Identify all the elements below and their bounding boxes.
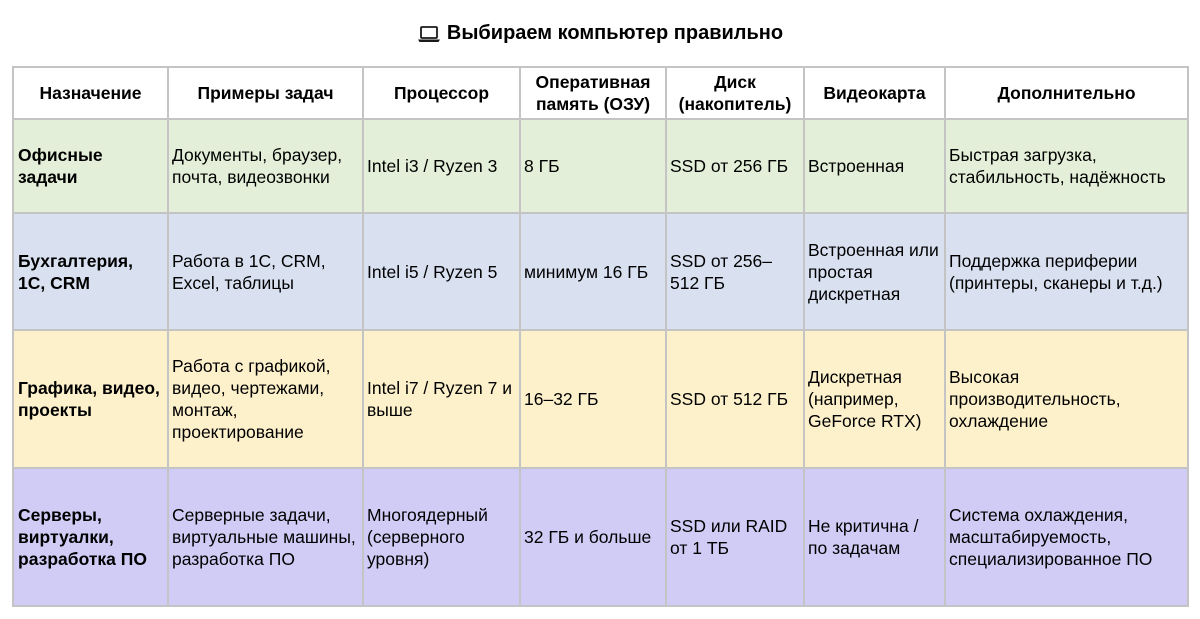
cell-disk: SSD от 256–512 ГБ bbox=[666, 213, 804, 330]
cell-extra: Поддержка периферии (принтеры, сканеры и т.д.) bbox=[945, 213, 1188, 330]
header-purpose: Назначение bbox=[13, 67, 168, 119]
cell-examples: Работа в 1С, CRM, Excel, таблицы bbox=[168, 213, 363, 330]
cell-purpose: Офисные задачи bbox=[13, 119, 168, 213]
table-row-graphics bbox=[13, 330, 1188, 468]
cell-gpu: Встроенная bbox=[804, 119, 945, 213]
cell-cpu: Intel i5 / Ryzen 5 bbox=[363, 213, 520, 330]
laptop-icon bbox=[417, 25, 441, 43]
cell-examples: Документы, браузер, почта, видеозвонки bbox=[168, 119, 363, 213]
cell-gpu: Не критична / по задачам bbox=[804, 468, 945, 606]
cell-cpu: Intel i3 / Ryzen 3 bbox=[363, 119, 520, 213]
cell-ram: 32 ГБ и больше bbox=[520, 468, 666, 606]
cell-extra: Быстрая загрузка, стабильность, надёжность bbox=[945, 119, 1188, 213]
table-header-row bbox=[13, 67, 1188, 119]
page-title bbox=[0, 18, 1200, 48]
cell-cpu: Intel i7 / Ryzen 7 и выше bbox=[363, 330, 520, 468]
cell-purpose: Графика, видео, проекты bbox=[13, 330, 168, 468]
header-gpu: Видеокарта bbox=[804, 67, 945, 119]
comparison-table bbox=[12, 66, 1189, 607]
page-title-text: Выбираем компьютер правильно bbox=[446, 21, 784, 44]
cell-disk: SSD от 512 ГБ bbox=[666, 330, 804, 468]
cell-gpu: Встроенная или простая дискретная bbox=[804, 213, 945, 330]
cell-extra: Высокая производительность, охлаждение bbox=[945, 330, 1188, 468]
table-row-servers bbox=[13, 468, 1188, 606]
header-extra: Дополнительно bbox=[945, 67, 1188, 119]
cell-purpose: Бухгалтерия, 1С, CRM bbox=[13, 213, 168, 330]
header-disk: Диск (накопитель) bbox=[666, 67, 804, 119]
cell-cpu: Многоядерный (серверного уровня) bbox=[363, 468, 520, 606]
header-examples: Примеры задач bbox=[168, 67, 363, 119]
cell-examples: Серверные задачи, виртуальные машины, разработка ПО bbox=[168, 468, 363, 606]
cell-extra: Система охлаждения, масштабируемость, специализированное ПО bbox=[945, 468, 1188, 606]
cell-purpose: Серверы, виртуалки, разработка ПО bbox=[13, 468, 168, 606]
table-row-office bbox=[13, 119, 1188, 213]
cell-disk: SSD или RAID от 1 ТБ bbox=[666, 468, 804, 606]
cell-ram: 8 ГБ bbox=[520, 119, 666, 213]
cell-gpu: Дискретная (например, GeForce RTX) bbox=[804, 330, 945, 468]
cell-ram: 16–32 ГБ bbox=[520, 330, 666, 468]
cell-disk: SSD от 256 ГБ bbox=[666, 119, 804, 213]
header-cpu: Процессор bbox=[363, 67, 520, 119]
cell-examples: Работа с графикой, видео, чертежами, монтаж, проектирование bbox=[168, 330, 363, 468]
cell-ram: минимум 16 ГБ bbox=[520, 213, 666, 330]
header-ram: Оперативная память (ОЗУ) bbox=[520, 67, 666, 119]
table-row-accounting bbox=[13, 213, 1188, 330]
